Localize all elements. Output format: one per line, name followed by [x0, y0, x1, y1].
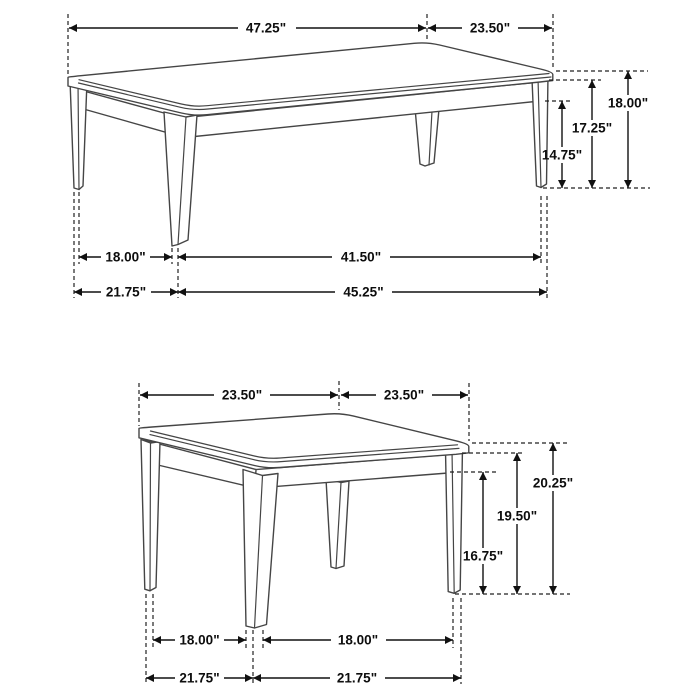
- dim-coffee-side-outer-span: [74, 285, 178, 300]
- dim-coffee-overall-height: [608, 71, 648, 188]
- dim-end-top-length-label: 23.50": [221, 387, 263, 403]
- dim-coffee-top-length-label: 47.25": [245, 20, 287, 36]
- dim-end-side-outer-span: [146, 671, 253, 686]
- dim-end-top-depth-label: 23.50": [383, 387, 425, 403]
- dim-coffee-top-depth-label: 23.50": [469, 20, 511, 36]
- dim-coffee-front-outer-span-label: 45.25": [343, 284, 384, 300]
- end-table-figure: [139, 381, 573, 686]
- dim-coffee-front-leg-spacing-label: 41.50": [340, 249, 382, 265]
- dim-end-front-leg-spacing-label: 18.00": [337, 632, 379, 648]
- dim-end-side-outer-span-label: 21.75": [179, 670, 220, 686]
- dim-end-underside-height: [497, 453, 537, 594]
- coffee-table-figure: [68, 14, 650, 300]
- coffee-table-drawing: [68, 43, 553, 246]
- end-table-drawing: [139, 414, 469, 628]
- dim-coffee-top-depth: [428, 21, 552, 36]
- dim-coffee-underside-height: [572, 80, 612, 188]
- dim-end-top-length: [140, 388, 338, 403]
- dim-end-side-leg-spacing-label: 18.00": [179, 632, 220, 648]
- dim-end-apron-clearance: [463, 472, 503, 594]
- dim-coffee-front-leg-spacing: [178, 250, 541, 265]
- dim-end-top-depth: [341, 388, 468, 403]
- dim-end-front-outer-span: [253, 671, 461, 686]
- dim-coffee-underside-height-label: 17.25": [571, 120, 613, 136]
- dim-coffee-side-leg-spacing: [79, 250, 172, 265]
- dim-coffee-side-leg-spacing-label: 18.00": [105, 249, 146, 265]
- dim-end-overall-height-label: 20.25": [532, 475, 574, 491]
- dim-coffee-side-outer-span-label: 21.75": [105, 284, 147, 300]
- dim-coffee-front-outer-span: [178, 285, 547, 300]
- dim-end-overall-height: [533, 443, 573, 594]
- dim-end-apron-clearance-label: 16.75": [462, 548, 504, 564]
- dim-end-side-leg-spacing: [153, 633, 246, 648]
- dim-coffee-overall-height-label: 18.00": [607, 95, 649, 111]
- dim-end-underside-height-label: 19.50": [496, 508, 538, 524]
- dim-coffee-apron-clearance-label: 14.75": [541, 147, 583, 163]
- dim-end-front-leg-spacing: [263, 633, 453, 648]
- dim-coffee-top-length: [69, 21, 426, 36]
- dim-end-front-outer-span-label: 21.75": [336, 670, 378, 686]
